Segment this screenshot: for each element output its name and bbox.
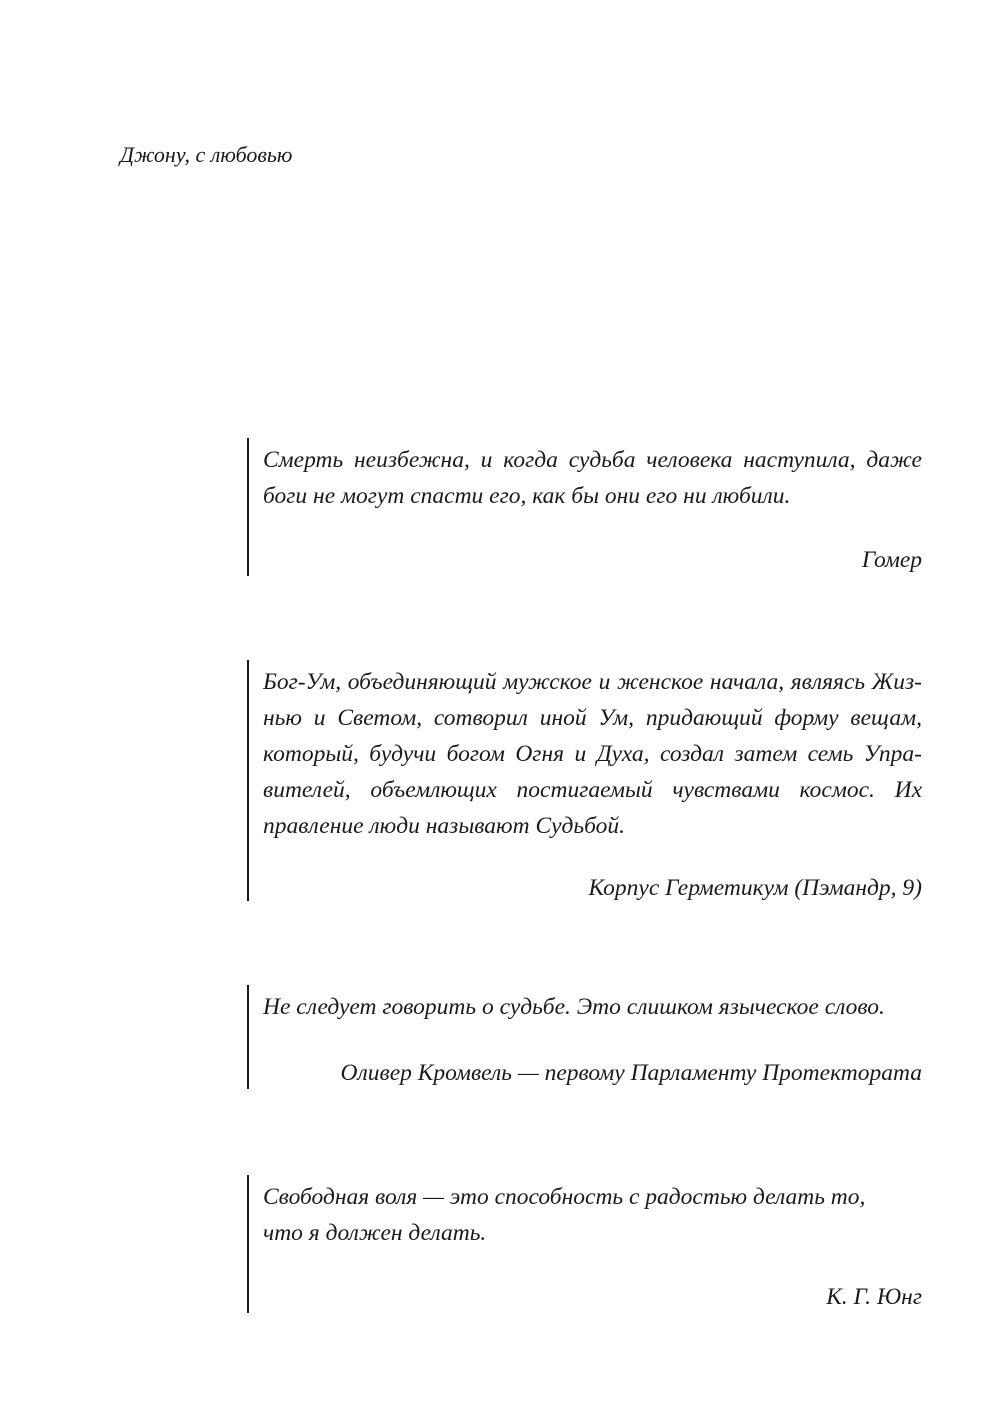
quote-line: Не следует говорить о судьбе. Это слишком языческое слово. — [263, 994, 885, 1020]
epigraph-source: К. Г. Юнг — [826, 1284, 922, 1310]
quote-line: что я должен делать. — [263, 1220, 487, 1246]
epigraph-source: Оливер Кромвель — первому Парламенту Протектората — [340, 1060, 922, 1086]
dedication: Джону, с любовью — [120, 142, 293, 167]
epigraph-quote — [263, 1175, 922, 1251]
epigraph-quote — [263, 660, 922, 844]
epigraph-quote — [263, 985, 922, 1025]
quote-line: вителей, объемлющих постигаемый чувствами космос. Их — [263, 777, 922, 803]
quote-line: нью и Светом, сотворил иной Ум, придающий форму вещам, — [263, 705, 922, 731]
epigraph-jung — [247, 1175, 922, 1313]
epigraph-corpus-hermeticum — [247, 660, 922, 901]
epigraph-quote — [263, 438, 922, 514]
quote-line: Свободная воля — это способность с радостью делать то, — [263, 1184, 866, 1210]
quote-line: правление люди называют Судьбой. — [263, 813, 625, 839]
quote-line: Смерть неизбежна, и когда судьба человека наступила, даже — [263, 447, 922, 473]
quote-line: который, будучи богом Огня и Духа, создал затем семь Упра- — [263, 741, 922, 767]
quote-line: боги не могут спасти его, как бы они его ни любили. — [263, 483, 791, 509]
quote-line: Бог-Ум, объединяющий мужское и женское начала, являясь Жиз- — [263, 669, 922, 695]
epigraph-source: Корпус Герметикум (Пэмандр, 9) — [588, 875, 922, 901]
epigraph-homer — [247, 438, 922, 576]
epigraph-source: Гомер — [861, 547, 922, 573]
epigraph-cromwell — [247, 985, 922, 1089]
